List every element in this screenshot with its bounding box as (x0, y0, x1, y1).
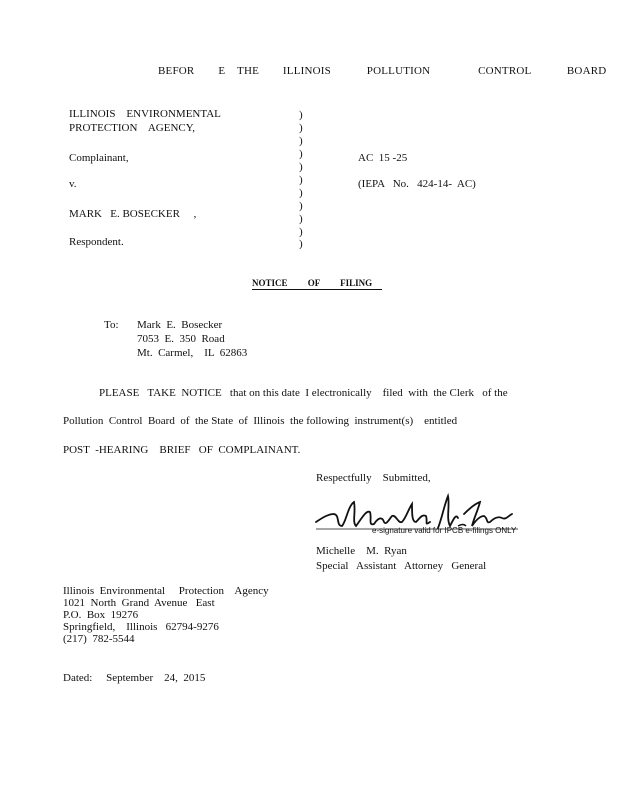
agency-address-line1: Illinois Environmental Protection Agency (63, 585, 269, 597)
respondent-label: Respondent. (69, 236, 124, 248)
addressee-name: Mark E. Bosecker (137, 319, 223, 331)
case-number: AC 15 -25 (358, 152, 408, 164)
body-line-1: PLEASE TAKE NOTICE that on this date I electronically filed with the Clerk of the (99, 387, 508, 399)
versus-label: v. (69, 178, 77, 190)
defendant-name: MARK E. BOSECKER , (69, 208, 197, 220)
signer-name: Michelle M. Ryan (316, 545, 407, 557)
addressee-street: 7053 E. 350 Road (137, 333, 225, 345)
handwritten-signature (312, 488, 520, 538)
agency-address-line4: Springfield, Illinois 62794-9276 (63, 621, 219, 633)
caption-paren: ) (299, 213, 303, 225)
caption-paren: ) (299, 187, 303, 199)
agency-address-line2: 1021 North Grand Avenue East (63, 597, 215, 609)
document-heading: BEFOR E THE ILLINOIS POLLUTION CONTROL BOARD (158, 65, 607, 77)
caption-paren: ) (299, 174, 303, 186)
caption-paren: ) (299, 148, 303, 160)
dated-line: Dated: September 24, 2015 (63, 672, 206, 684)
plaintiff-name-line2: PROTECTION AGENCY, (69, 122, 196, 134)
notice-of-filing-title: NOTICE OF FILING (252, 277, 382, 290)
agency-address-line5: (217) 782-5544 (63, 633, 135, 645)
caption-paren: ) (299, 109, 303, 121)
iepa-number: (IEPA No. 424-14- AC) (358, 178, 476, 190)
body-line-3: POST -HEARING BRIEF OF COMPLAINANT. (63, 444, 301, 456)
caption-paren: ) (299, 122, 303, 134)
closing-text: Respectfully Submitted, (316, 472, 431, 484)
signer-title: Special Assistant Attorney General (316, 560, 487, 572)
caption-paren: ) (299, 161, 303, 173)
caption-paren: ) (299, 226, 303, 238)
complainant-label: Complainant, (69, 152, 129, 164)
addressee-city: Mt. Carmel, IL 62863 (137, 347, 248, 359)
address-to-label: To: (104, 319, 119, 331)
body-line-2: Pollution Control Board of the State of Illinois the following instrument(s) entitled (63, 415, 458, 427)
caption-paren: ) (299, 135, 303, 147)
agency-address-line3: P.O. Box 19276 (63, 609, 139, 621)
caption-paren: ) (299, 200, 303, 212)
caption-paren: ) (299, 238, 303, 250)
esignature-note: e-signature valid for IPCB e-filings ONLY (372, 526, 517, 535)
plaintiff-name-line1: ILLINOIS ENVIRONMENTAL (69, 108, 221, 120)
